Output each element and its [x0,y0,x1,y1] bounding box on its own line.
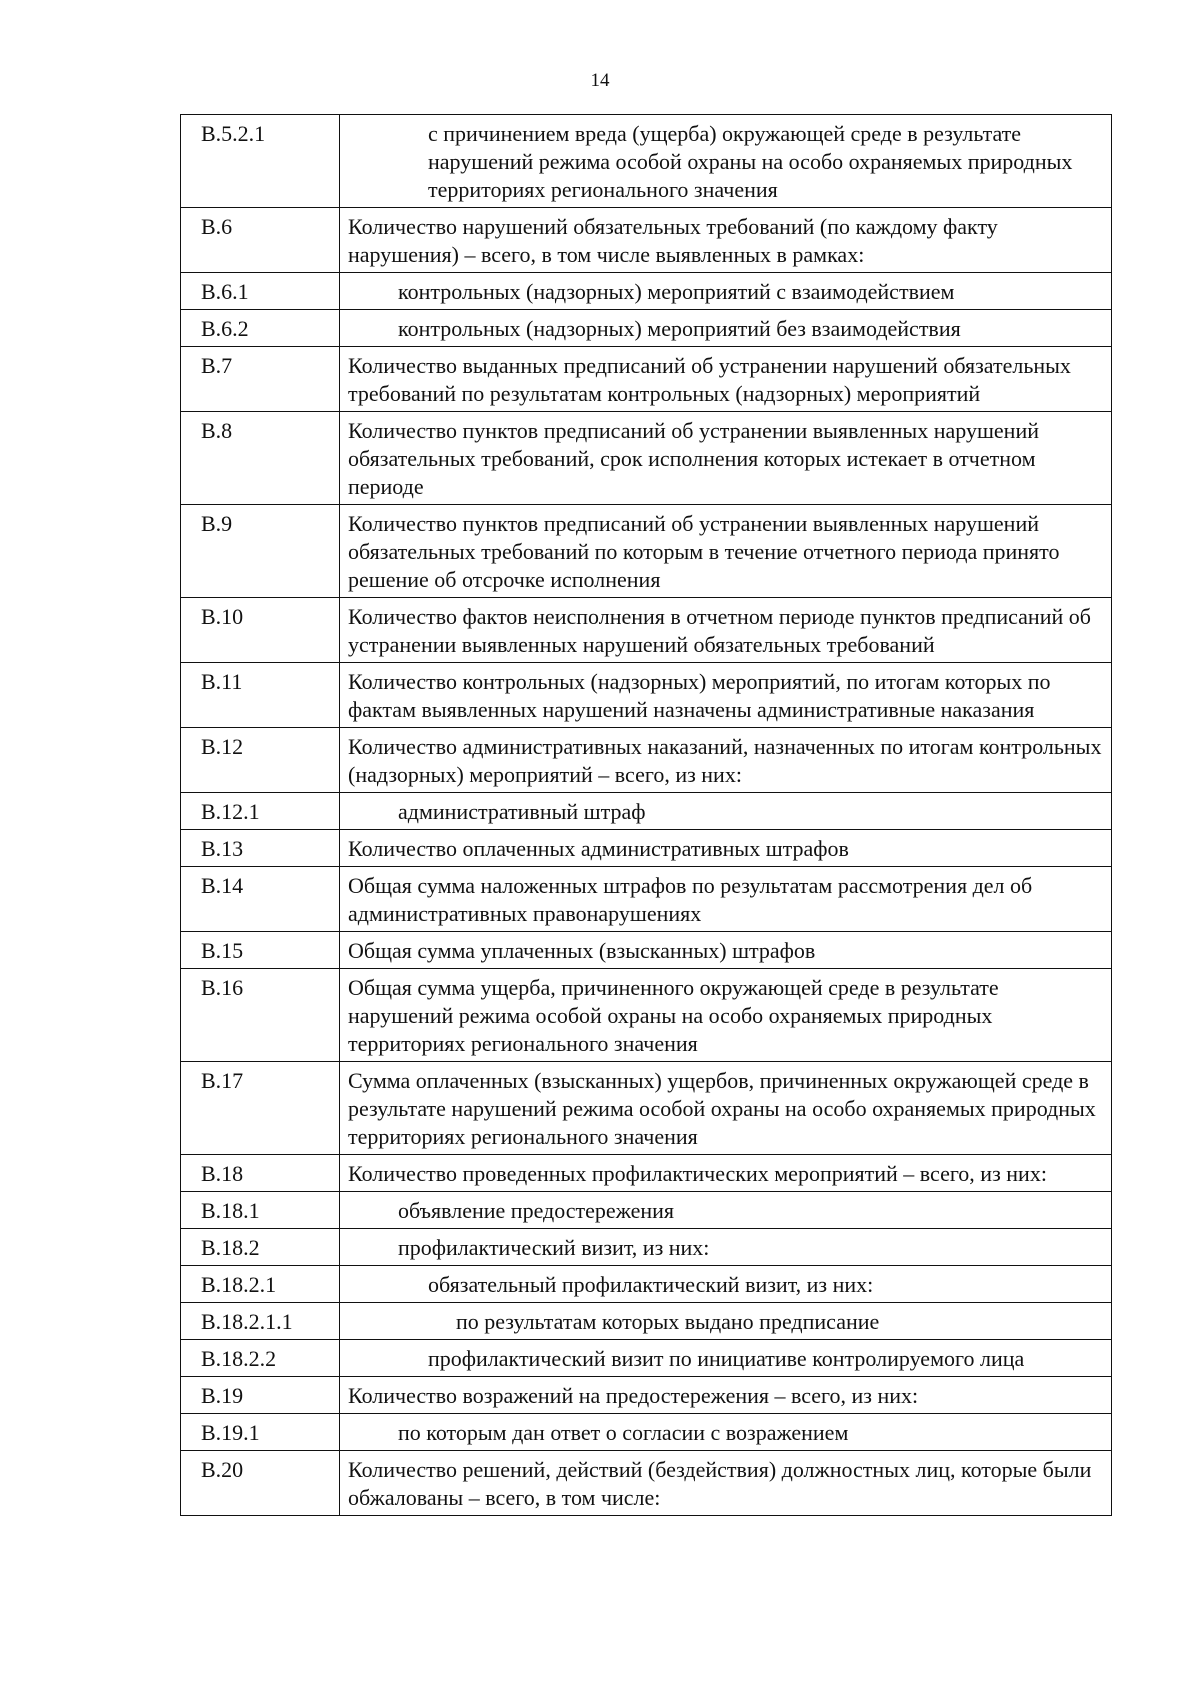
row-code: В.7 [181,347,340,412]
row-text: Количество нарушений обязательных требований (по каждому факту нарушения) – всего, в том числе выявленных в рамках: [340,208,1112,273]
row-text: профилактический визит, из них: [340,1229,1112,1266]
row-text: Общая сумма наложенных штрафов по результатам рассмотрения дел об административных правонарушениях [340,867,1112,932]
row-text: Количество контрольных (надзорных) мероприятий, по итогам которых по фактам выявленных нарушений назначены административные наказания [340,663,1112,728]
table-row [181,867,1112,932]
table-row [181,1414,1112,1451]
row-text: контрольных (надзорных) мероприятий с взаимодействием [340,273,1112,310]
table-row [181,1229,1112,1266]
table-row [181,830,1112,867]
row-code: В.12.1 [181,793,340,830]
table-row [181,663,1112,728]
table-row [181,969,1112,1062]
row-code: В.10 [181,598,340,663]
table-row [181,728,1112,793]
row-code: В.18.2 [181,1229,340,1266]
table-row [181,1192,1112,1229]
row-code: В.8 [181,412,340,505]
row-code: В.5.2.1 [181,115,340,208]
table-row [181,1340,1112,1377]
page-number: 14 [590,70,610,91]
row-text: Количество проведенных профилактических мероприятий – всего, из них: [340,1155,1112,1192]
row-code: В.6.2 [181,310,340,347]
table-row [181,793,1112,830]
row-code: В.14 [181,867,340,932]
table-row [181,1062,1112,1155]
row-text: Количество возражений на предостережения – всего, из них: [340,1377,1112,1414]
row-code: В.15 [181,932,340,969]
table-row [181,208,1112,273]
row-code: В.6 [181,208,340,273]
row-text: по которым дан ответ о согласии с возражением [340,1414,1112,1451]
row-code: В.18.2.1.1 [181,1303,340,1340]
table-row [181,1451,1112,1516]
row-code: В.19.1 [181,1414,340,1451]
row-text: Количество решений, действий (бездействия) должностных лиц, которые были обжалованы – всего, в том числе: [340,1451,1112,1516]
row-text: профилактический визит по инициативе контролируемого лица [340,1340,1112,1377]
row-text: Количество фактов неисполнения в отчетном периоде пунктов предписаний об устранении выявленных нарушений обязательных требований [340,598,1112,663]
row-text: Количество административных наказаний, назначенных по итогам контрольных (надзорных) мероприятий – всего, из них: [340,728,1112,793]
row-text: Сумма оплаченных (взысканных) ущербов, причиненных окружающей среде в результате нарушений режима особой охраны на особо охраняемых природных территориях регионального значения [340,1062,1112,1155]
row-code: В.11 [181,663,340,728]
row-code: В.18.2.1 [181,1266,340,1303]
row-text: Количество оплаченных административных штрафов [340,830,1112,867]
table-row [181,505,1112,598]
row-code: В.13 [181,830,340,867]
row-code: В.20 [181,1451,340,1516]
indicators-table [180,114,1112,1516]
row-text: административный штраф [340,793,1112,830]
row-text: обязательный профилактический визит, из них: [340,1266,1112,1303]
table-row [181,932,1112,969]
row-code: В.12 [181,728,340,793]
row-code: В.17 [181,1062,340,1155]
row-text: с причинением вреда (ущерба) окружающей среде в результате нарушений режима особой охраны на особо охраняемых природных территориях регионального значения [340,115,1112,208]
row-code: В.16 [181,969,340,1062]
row-text: Количество пунктов предписаний об устранении выявленных нарушений обязательных требований, срок исполнения которых истекает в отчетном периоде [340,412,1112,505]
table-row [181,1155,1112,1192]
row-code: В.18.1 [181,1192,340,1229]
row-code: В.18 [181,1155,340,1192]
row-text: Общая сумма уплаченных (взысканных) штрафов [340,932,1112,969]
table-row [181,273,1112,310]
row-code: В.19 [181,1377,340,1414]
row-text: по результатам которых выдано предписание [340,1303,1112,1340]
indicators-table-body [181,115,1112,1516]
row-text: контрольных (надзорных) мероприятий без взаимодействия [340,310,1112,347]
table-row [181,598,1112,663]
row-code: В.18.2.2 [181,1340,340,1377]
table-row [181,412,1112,505]
row-text: Количество пунктов предписаний об устранении выявленных нарушений обязательных требований по которым в течение отчетного периода принято решение об отсрочке исполнения [340,505,1112,598]
table-row [181,310,1112,347]
table-row [181,1303,1112,1340]
row-text: Количество выданных предписаний об устранении нарушений обязательных требований по результатам контрольных (надзорных) мероприятий [340,347,1112,412]
row-text: объявление предостережения [340,1192,1112,1229]
row-code: В.9 [181,505,340,598]
row-text: Общая сумма ущерба, причиненного окружающей среде в результате нарушений режима особой охраны на особо охраняемых природных территориях регионального значения [340,969,1112,1062]
table-row [181,1266,1112,1303]
row-code: В.6.1 [181,273,340,310]
table-row [181,347,1112,412]
table-row [181,1377,1112,1414]
table-row [181,115,1112,208]
